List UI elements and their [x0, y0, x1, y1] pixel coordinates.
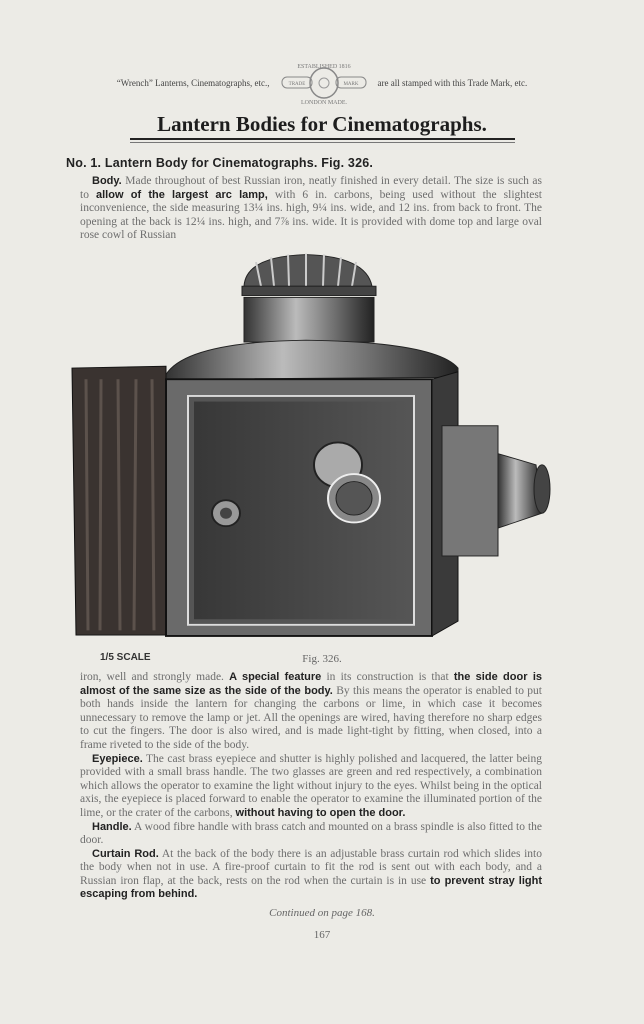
lantern-body-illustration [66, 249, 556, 649]
run: The cast brass eyepiece and shutter is highly polished and lacquered, the latter being provided with a small brass handle. The two glasses are green and red respectively, a combination which allows the operator to examine the light without injury to the eyes. Whilst being in the optical axis, the eyepiece is placed forward to enable the operator to examine the illuminated portion of the lime, or the crater of the carbons, [80, 752, 542, 819]
run-bold: to prevent stray light escaping from behind. [80, 874, 543, 901]
scale-label: 1/5 SCALE [100, 651, 151, 663]
trade-mark-left-text: “Wrench” Lanterns, Cinematographs, etc., [116, 78, 270, 88]
figure-caption: Fig. 326. [302, 652, 342, 665]
svg-text:TRADE: TRADE [288, 82, 305, 87]
paragraph-body [80, 175, 542, 243]
trade-mark-line [62, 60, 582, 106]
page-number: 167 [313, 929, 331, 942]
run-bold: without having to open the door. [235, 806, 406, 819]
svg-text:MARK: MARK [343, 82, 359, 87]
run: Made throughout of best Russian iron, neatly finished in every detail. The size is such as to [80, 175, 542, 201]
paragraph-eyepiece [80, 753, 542, 821]
svg-text:LONDON MADE.: LONDON MADE. [300, 100, 347, 106]
run-head: Handle. [92, 820, 132, 833]
section-subheading: No. 1. Lantern Body for Cinematographs. Fig. 326. [66, 156, 374, 170]
trade-mark-stamp-logo [276, 60, 372, 106]
run: in its construction is that [321, 670, 454, 683]
run-bold: allow of the largest arc lamp, [96, 188, 268, 201]
run: with 6 in. carbons, being used without the slightest inconvenience, the side measuring 13¼ ins. high, 9¼ ins. wide, and 12 ins. from back to front. The opening at the back is 12¼ ins. high, and 7⅞ ins. wide. It is provided with dome top and large oval rose cowl of Russian [80, 188, 543, 242]
page-title: Lantern Bodies for Cinematographs. [157, 112, 487, 136]
run: A wood fibre handle with brass catch and mounted on a brass spindle is also fitted to the door. [80, 820, 542, 847]
run-head: Eyepiece. [92, 752, 143, 765]
run-head: Curtain Rod. [92, 847, 159, 860]
figure-caption-row [0, 651, 644, 667]
continued-note: Continued on page 168. [269, 907, 375, 920]
run-bold: A special feature [229, 670, 322, 683]
run-head: Body. [92, 175, 122, 187]
trade-mark-right-text: are all stamped with this Trade Mark, etc. [377, 78, 528, 88]
run: iron, well and strongly made. [80, 670, 230, 683]
paragraph-handle [80, 821, 542, 848]
paragraph-body-continued [80, 671, 542, 753]
svg-text:ESTABLISHED 1816: ESTABLISHED 1816 [296, 64, 351, 70]
run: At the back of the body there is an adjustable brass curtain rod which slides into the body when not in use. A fire-proof curtain to fit the rod is sent out with each body, and a Russian iron flap, at the back, rests on the rod when the curtain is in use [80, 847, 542, 887]
paragraph-curtain-rod [80, 848, 542, 902]
title-rule [130, 138, 515, 143]
run-bold: the side door is almost of the same size as the side of the body. [80, 670, 542, 697]
run: By this means the operator is enabled to put both hands inside the lantern for changing the carbons or lime, in which case it becomes unnecessary to remove the lamp or jet. All the openings are wired, having therefore no sharp edges to cut the fingers. The door is also wired, and is made light-tight by fitting, when closed, into a frame riveted to the side of the body. [80, 684, 542, 751]
